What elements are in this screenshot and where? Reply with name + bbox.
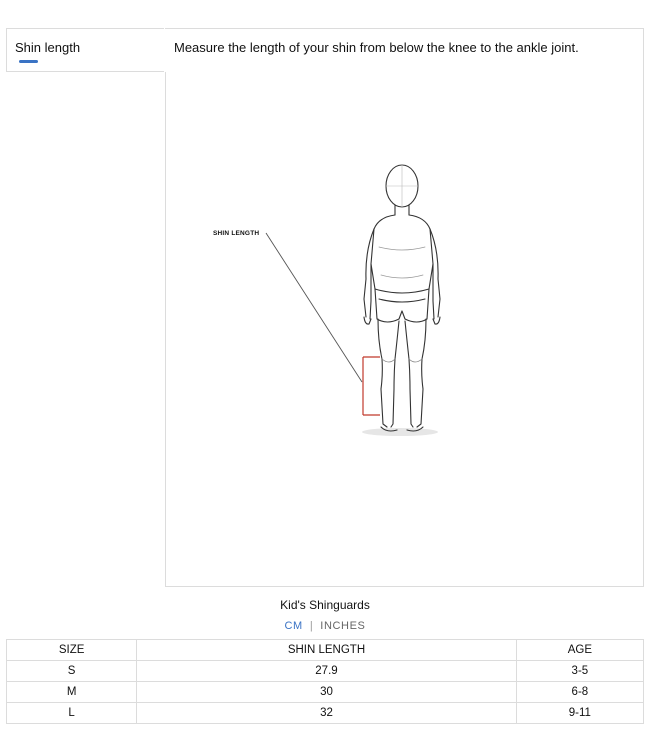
age-cell: 3-5 [516,661,643,682]
column-header-size: SIZE [7,640,137,661]
child-figure-illustration [165,29,644,588]
unit-toggle [0,620,650,632]
unit-option-inches[interactable]: INCHES [320,620,366,632]
shin-length-callout: SHIN LENGTH [213,230,260,237]
age-cell: 9-11 [516,703,643,724]
shin-length-cell: 32 [137,703,517,724]
size-chart-title: Kid's Shinguards [280,598,370,612]
unit-option-cm[interactable]: CM [284,620,303,632]
column-header-shin-length: SHIN LENGTH [137,640,517,661]
column-header-age: AGE [516,640,643,661]
tab-shin-length[interactable] [6,28,164,72]
age-cell: 6-8 [516,682,643,703]
shin-measurement-marker [363,357,380,415]
size-cell: L [7,703,137,724]
unit-separator: | [309,620,314,632]
table-row [7,682,644,703]
tab-divider [165,72,166,587]
size-chart-table [6,639,644,724]
callout-leader-line [266,233,362,382]
active-tab-indicator [19,60,38,63]
measurement-tab-panel [6,28,644,587]
tab-content [165,28,644,587]
size-cell: M [7,682,137,703]
table-row [7,661,644,682]
table-header-row [7,640,644,661]
shin-length-cell: 27.9 [137,661,517,682]
shin-length-cell: 30 [137,682,517,703]
child-figure [364,165,440,431]
tab-shin-length-label: Shin length [15,40,81,55]
table-row [7,703,644,724]
size-cell: S [7,661,137,682]
measurement-instruction: Measure the length of your shin from below the knee to the ankle joint. [174,40,579,55]
figure-shadow [362,428,438,436]
